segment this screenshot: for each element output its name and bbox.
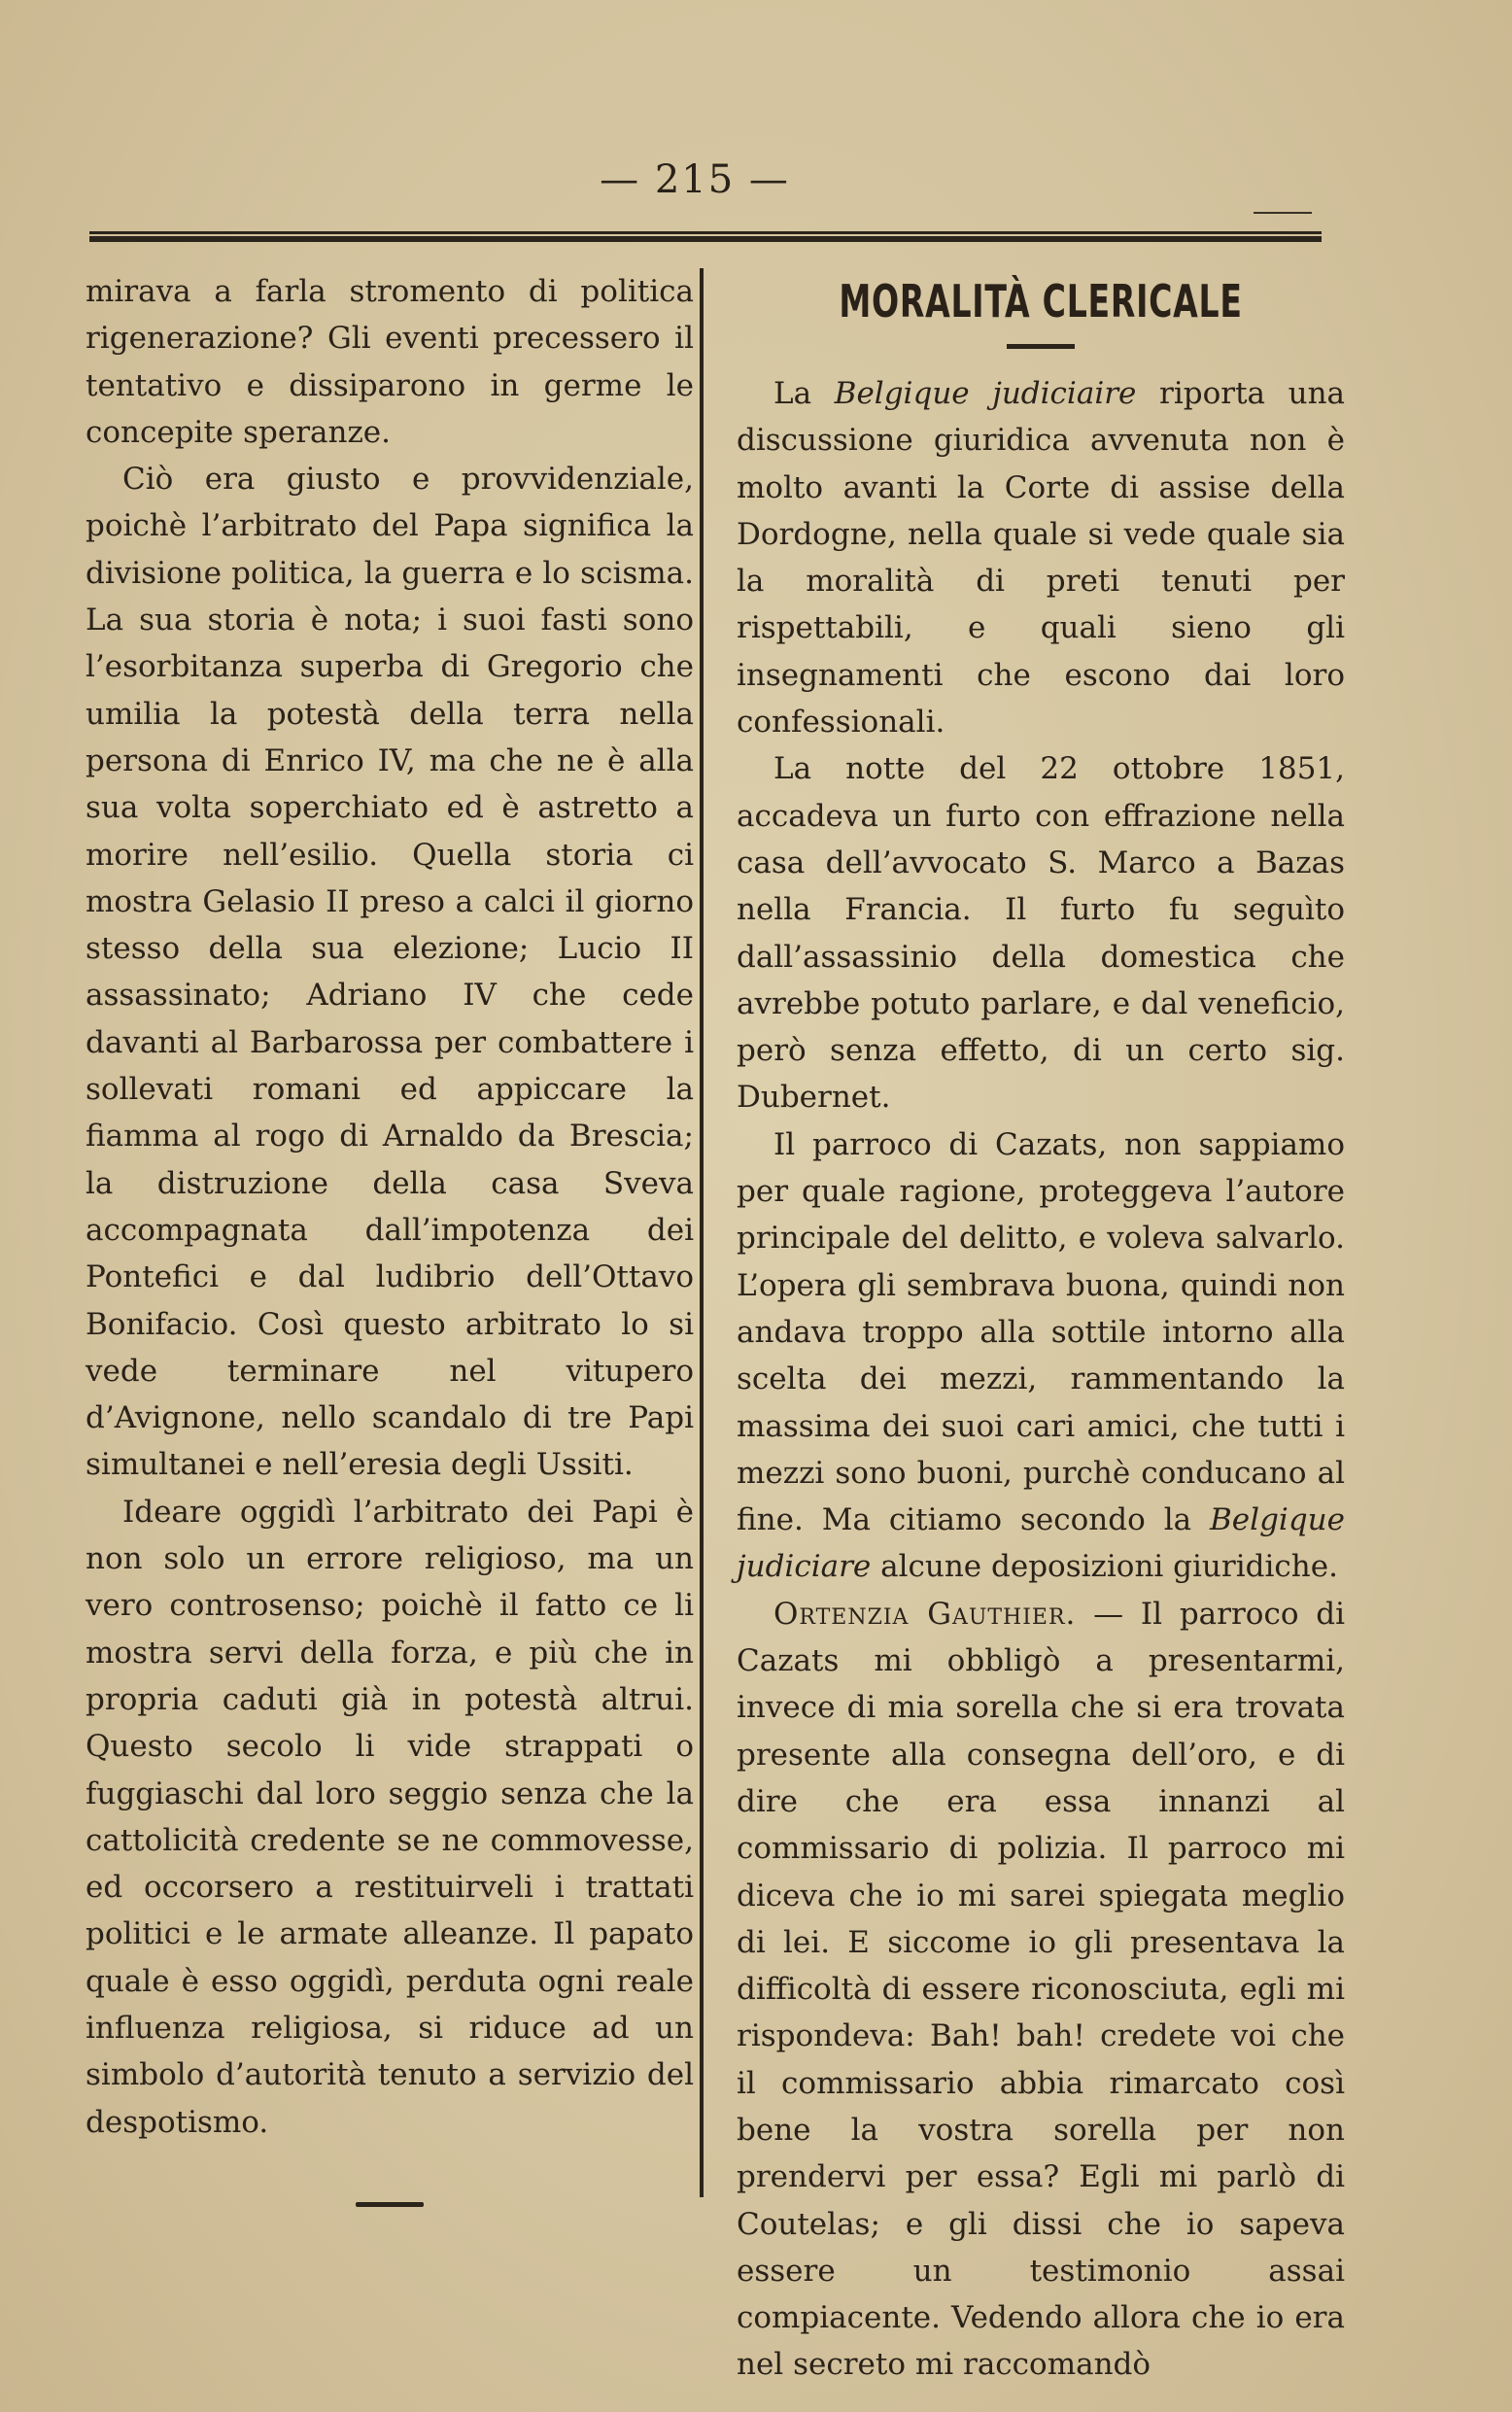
article-title: MORALITÀ CLERICALE (839, 275, 1243, 327)
text-run: Il parroco di Cazats, non sappiamo per quale ragione, proteggeva l’autore principale del delitto, e voleva salvarlo. L’opera gli sembrava buona, quindi non andava troppo alla sottile intorno alla scelta dei mezzi, rammentando la massima dei suoi cari amici, che tutti i mezzi sono buoni, purchè conducano al fine. Ma citiamo secondo la (737, 1126, 1345, 1538)
left-column (86, 268, 694, 2207)
paragraph (737, 370, 1345, 745)
journal-title: Belgique judiciare (737, 1502, 1345, 1585)
paragraph (737, 1591, 1345, 2389)
paragraph (737, 1121, 1345, 1591)
right-column (737, 268, 1345, 2389)
text-run: — Il parroco di Cazats mi obbligò a presentarmi, invece di mia sorella che si era trovata presente alla consegna dell’oro, e di dire che era essa innanzi al commissario di polizia. Il parroco mi diceva che io mi sarei spiegata meglio di lei. E siccome io gli presentava la difficoltà di essere riconosciuta, egli mi rispondeva: Bah! bah! credete voi che il commissario abbia rimarcato così bene la vostra sorella per non prendervi per essa? Egli mi parlò di Coutelas; e gli dissi che io sapeva essere un testimonio assai compiacente. Vedendo allora che io era nel secreto mi raccomandò (737, 1596, 1345, 2383)
paragraph: Ideare oggidì l’arbitrato dei Papi è non solo un errore religioso, ma un vero controsenso; poichè il fatto ce li mostra servi della forza, e più che in propria caduti già in potestà altrui. Questo secolo li vide strappati o fuggiaschi dal loro seggio senza che la cattolicità credente se ne commovesse, ed occorsero a restituirveli i trattati politici e le armate alleanze. Il papato quale è esso oggidì, perduta ogni reale influenza religiosa, si riduce ad un simbolo d’autorità tenuto a servizio del despotismo. (86, 1494, 694, 2140)
header-rule (89, 231, 1322, 242)
text-run: alcune deposizioni giuridiche. (871, 1549, 1338, 1585)
paragraph: Ciò era giusto e provvidenziale, poichè l’arbitrato del Papa significa la divisione politica, la guerra e lo scisma. La sua storia è nota; i suoi fasti sono l’esorbitanza superba di Gregorio che umilia la potestà della terra nella persona di Enrico IV, ma che ne è alla sua volta soperchiato ed è astretto a morire nell’esilio. Quella storia ci mostra Gelasio II preso a calci il giorno stesso della sua elezione; Lucio II assassinato; Adriano IV che cede davanti al Barbarossa per combattere i sollevati romani ed appiccare la fiamma al rogo di Arnaldo da Brescia; la distruzione della casa Sveva accompagnata dall’impotenza dei Pontefici e dal ludibrio dell’Ottavo Bonifacio. Così questo arbitrato lo si vede terminare nel vitupero d’Avignone, nello scandalo di tre Papi simultanei e nell’eresia degli Ussiti. (86, 462, 694, 1483)
text-run: La (773, 376, 835, 411)
paragraph: mirava a farla stromento di politica rigenerazione? Gli eventi precessero il tentativo e dissiparono in germe le concepite speranze. (86, 274, 694, 450)
journal-title: Belgique judiciaire (834, 376, 1137, 411)
speaker-name: Ortenzia Gauthier. (773, 1596, 1077, 1632)
text-run: riporta una discussione giuridica avvenuta non è molto avanti la Corte di assise della Dordogne, nella quale si vede quale sia la moralità di preti tenuti per rispettabili, e quali sieno gli insegnamenti che escono dai loro confessionali. (737, 376, 1346, 741)
page-number: — 215 — (600, 157, 790, 202)
section-end-rule (356, 2202, 424, 2207)
title-rule (1007, 344, 1075, 349)
column-divider (700, 268, 704, 2197)
paragraph: La notte del 22 ottobre 1851, accadeva un furto con effrazione nella casa dell’avvocato S. Marco a Bazas nella Francia. Il furto fu seguìto dall’assassinio della domestica che avrebbe potuto parlare, e dal veneficio, però senza effetto, di un certo sig. Dubernet. (737, 751, 1345, 1116)
